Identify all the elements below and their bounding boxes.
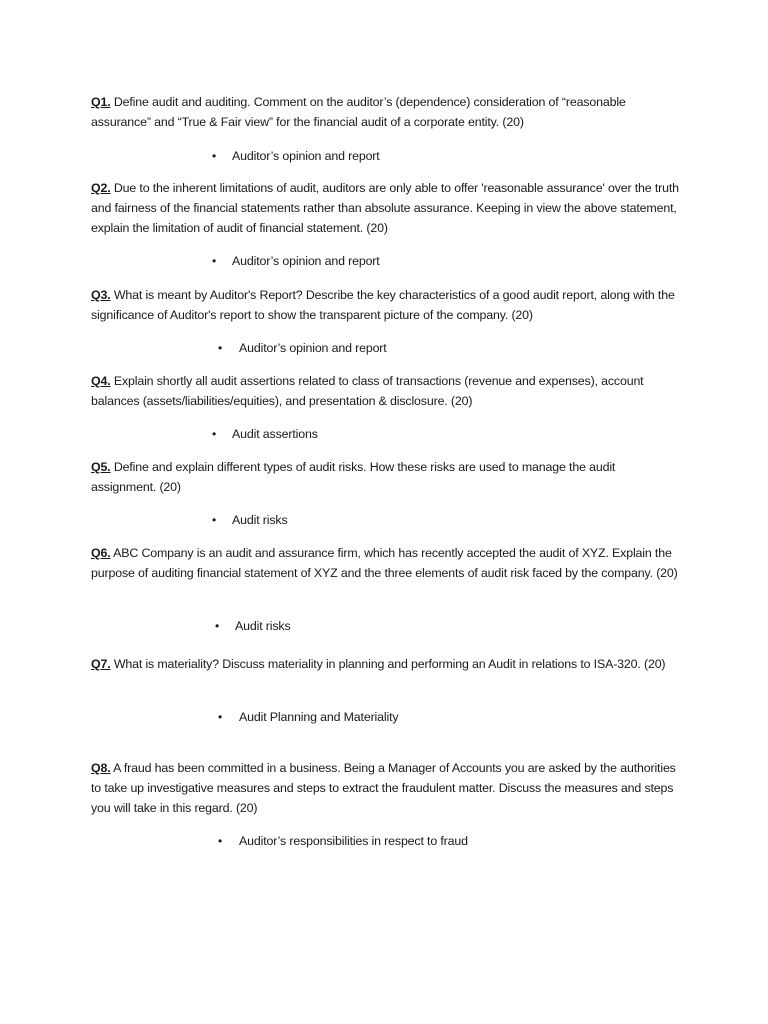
topic-label: Audit risks: [235, 619, 291, 633]
question-5: [91, 457, 681, 497]
bullet-icon: •: [212, 254, 217, 268]
question-8: [91, 758, 681, 818]
bullet-icon: •: [218, 341, 223, 355]
question-text: Explain shortly all audit assertions related to class of transactions (revenue and expenses), account balances (assets/liabilities/equities), and presentation & disclosure. (20): [91, 374, 644, 408]
topic-label: Auditor’s opinion and report: [232, 254, 380, 268]
question-number: Q8.: [91, 761, 111, 775]
topic-label: Audit risks: [232, 513, 288, 527]
question-number: Q2.: [91, 181, 111, 195]
bullet-icon: •: [218, 834, 223, 848]
question-text: Due to the inherent limitations of audit, auditors are only able to offer 'reasonable assurance' over the truth and fairness of the financial statements rather than absolute assurance. Keeping in view the above statement, explain the limitation of audit of financial statement. (20): [91, 181, 679, 235]
bullet-icon: •: [215, 619, 220, 633]
bullet-icon: •: [218, 710, 223, 724]
question-number: Q4.: [91, 374, 111, 388]
question-4: [91, 371, 681, 411]
question-number: Q7.: [91, 657, 111, 671]
topic-label: Audit Planning and Materiality: [239, 710, 399, 724]
question-text: Define audit and auditing. Comment on the auditor’s (dependence) consideration of “reasonable assurance” and “True & Fair view” for the financial audit of a corporate entity. (20): [91, 95, 626, 129]
bullet-icon: •: [212, 427, 217, 441]
question-text: A fraud has been committed in a business. Being a Manager of Accounts you are asked by the authorities to take up investigative measures and steps to extract the fraudulent matter. Discuss the measures and steps you will take in this regard. (20): [91, 761, 676, 815]
question-text: Define and explain different types of audit risks. How these risks are used to manage the audit assignment. (20): [91, 460, 616, 494]
question-6: [91, 543, 681, 583]
question-3: [91, 285, 681, 325]
question-text: What is meant by Auditor's Report? Describe the key characteristics of a good audit report, along with the significance of Auditor's report to show the transparent picture of the company. (20): [91, 288, 675, 322]
question-7: [91, 654, 691, 674]
bullet-icon: •: [212, 513, 217, 527]
question-text: ABC Company is an audit and assurance firm, which has recently accepted the audit of XYZ. Explain the purpose of auditing financial statement of XYZ and the three elements of audit risk faced by the company. (20): [91, 546, 678, 580]
question-text: What is materiality? Discuss materiality in planning and performing an Audit in relations to ISA-320. (20): [113, 657, 666, 671]
question-2: [91, 178, 681, 238]
topic-label: Auditor’s opinion and report: [232, 149, 380, 163]
question-1: [91, 92, 681, 132]
question-number: Q3.: [91, 288, 111, 302]
topic-label: Auditor’s responsibilities in respect to fraud: [239, 834, 468, 848]
question-number: Q5.: [91, 460, 111, 474]
topic-label: Auditor’s opinion and report: [239, 341, 387, 355]
topic-label: Audit assertions: [232, 427, 318, 441]
bullet-icon: •: [212, 149, 217, 163]
question-number: Q6.: [91, 546, 111, 560]
question-number: Q1.: [91, 95, 111, 109]
